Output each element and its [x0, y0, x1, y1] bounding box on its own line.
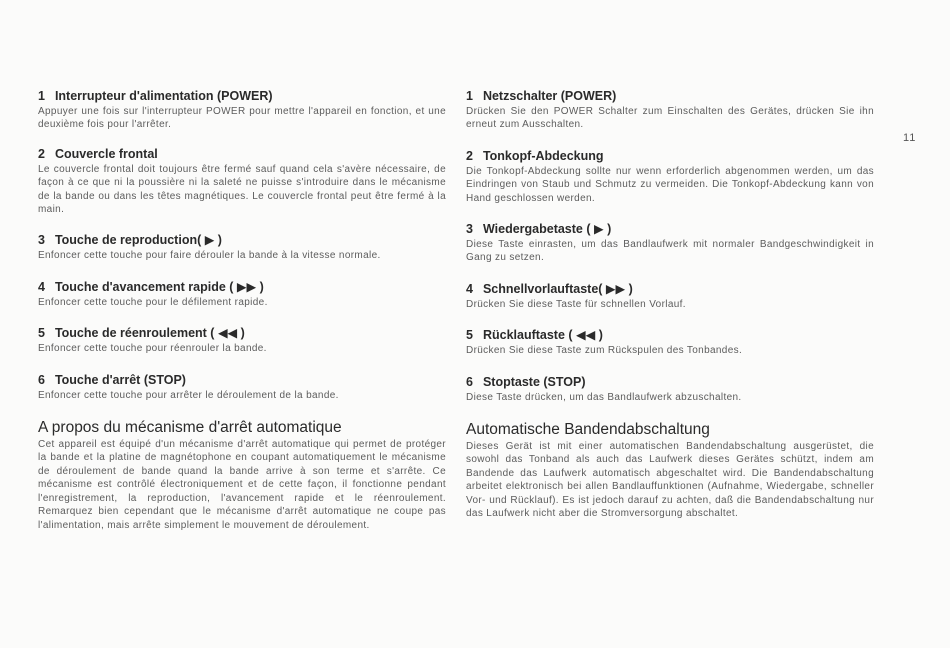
- de-item-text: Drücken Sie den POWER Schalter zum Einschalten des Gerätes, drücken Sie ihn erneut zum Ausschalten.: [466, 106, 874, 131]
- page-number: 11: [903, 132, 917, 144]
- fr-item-title: 5 Touche de réenroulement ( ◀◀ ): [38, 326, 245, 341]
- de-item-cover: [466, 148, 874, 205]
- de-item-text: Diese Taste drücken, um das Bandlaufwerk abzuschalten.: [466, 391, 742, 403]
- fr-section-title: A propos du mécanisme d'arrêt automatique: [38, 419, 342, 437]
- de-auto-stop-section: [466, 420, 874, 520]
- fr-item-cover: [38, 146, 446, 217]
- fr-item-title: 1 Interrupteur d'alimentation (POWER): [38, 89, 273, 103]
- fr-item-text: Enfoncer cette touche pour réenrouler la bande.: [38, 343, 267, 355]
- fr-item-fastforward: [38, 279, 446, 309]
- fr-item-text: Le couvercle frontal doit toujours être fermé sauf quand cela s'avère nécessaire, de façon à ce que ni la poussière ni la saleté ne puisse s'introduire dans le mécanisme de la bande ou dans les têtes magnétiques. Le couvercle frontal peut être fermé à la main.: [38, 163, 446, 216]
- fr-item-text: Appuyer une fois sur l'interrupteur POWER pour mettre l'appareil en fonction, et une deuxième fois pour l'arrêter.: [38, 106, 446, 131]
- fr-item-rewind: [38, 325, 446, 355]
- de-item-text: Drücken Sie diese Taste zum Rückspulen des Tonbandes.: [466, 345, 743, 357]
- de-item-title: 2 Tonkopf-Abdeckung: [466, 148, 604, 163]
- fr-item-play: [38, 232, 446, 262]
- de-item-text: Die Tonkopf-Abdeckung sollte nur wenn erforderlich abgenommen werden, um das Eindringen von Staub und Schmutz zu vermeiden. Die Tonkopf-Abdeckung kann von Hand geschlossen werden.: [466, 165, 874, 204]
- fr-item-title: 4 Touche d'avancement rapide ( ▶▶ ): [38, 279, 264, 294]
- fr-item-text: Enfoncer cette touche pour faire dérouler la bande à la vitesse normale.: [38, 250, 381, 262]
- fr-item-title: 3 Touche de reproduction( ▶ ): [38, 233, 222, 248]
- de-item-power: [466, 88, 874, 132]
- de-item-stop: [466, 374, 874, 404]
- de-item-title: 1 Netzschalter (POWER): [466, 89, 617, 103]
- de-item-text: Diese Taste einrasten, um das Bandlaufwerk mit normaler Bandgeschwindigkeit in Gang zu setzen.: [466, 239, 874, 264]
- de-item-title: 5 Rücklauftaste ( ◀◀ ): [466, 328, 603, 343]
- de-item-title: 4 Schnellvorlauftaste( ▶▶ ): [466, 281, 633, 296]
- de-section-title: Automatische Bandendabschaltung: [466, 421, 710, 439]
- fr-auto-stop-section: [38, 418, 446, 532]
- fr-item-title: 6 Touche d'arrêt (STOP): [38, 372, 186, 387]
- de-item-rewind: [466, 327, 874, 357]
- de-section-text: Dieses Gerät ist mit einer automatischen Bandendabschaltung ausgerüstet, die sowohl das Tonband als auch das Laufwerk dieses Gerätes schützt, indem am Bandende das Laufwerk automatisch abgeschaltet wird. Die Bandendabschaltung arbeitet elektronisch bei allen Bandlauffunktionen (Aufnahme, Wiedergabe, schneller Vor- und Rücklauf). Es ist jedoch darauf zu achten, daß die Bandendabschaltung nur das Laufwerk nicht aber die Stromversorgung abschaltet.: [466, 441, 874, 520]
- fr-section-text: Cet appareil est équipé d'un mécanisme d'arrêt automatique qui permet de protéger la bande et la platine de magnétophone en coupant automatiquement le mécanisme de déroulement de bande quand la bande arrive à son terme et s'arrête. Ce mécanisme est contrôlé électroniquement et de cette façon, il fonctionne pendant l'enregistrement, la reproduction, l'avancement rapide et le réenroulement. Remarquez bien cependant que le mécanisme d'arrêt automatique ne coupe pas l'alimentation, mais arrête simplement le mouvement de déroulement.: [38, 439, 446, 531]
- de-item-play: [466, 221, 874, 265]
- de-item-fastforward: [466, 281, 874, 311]
- de-item-title: 6 Stoptaste (STOP): [466, 374, 586, 389]
- fr-item-title: 2 Couvercle frontal: [38, 146, 158, 161]
- fr-item-text: Enfoncer cette touche pour le défilement rapide.: [38, 296, 268, 308]
- de-item-title: 3 Wiedergabetaste ( ▶ ): [466, 222, 612, 237]
- german-column: [466, 88, 874, 521]
- french-column: [38, 88, 446, 532]
- fr-item-stop: [38, 372, 446, 402]
- fr-item-power: [38, 88, 446, 132]
- de-item-text: Drücken Sie diese Taste für schnellen Vorlauf.: [466, 298, 686, 310]
- fr-item-text: Enfoncer cette touche pour arrêter le déroulement de la bande.: [38, 389, 339, 401]
